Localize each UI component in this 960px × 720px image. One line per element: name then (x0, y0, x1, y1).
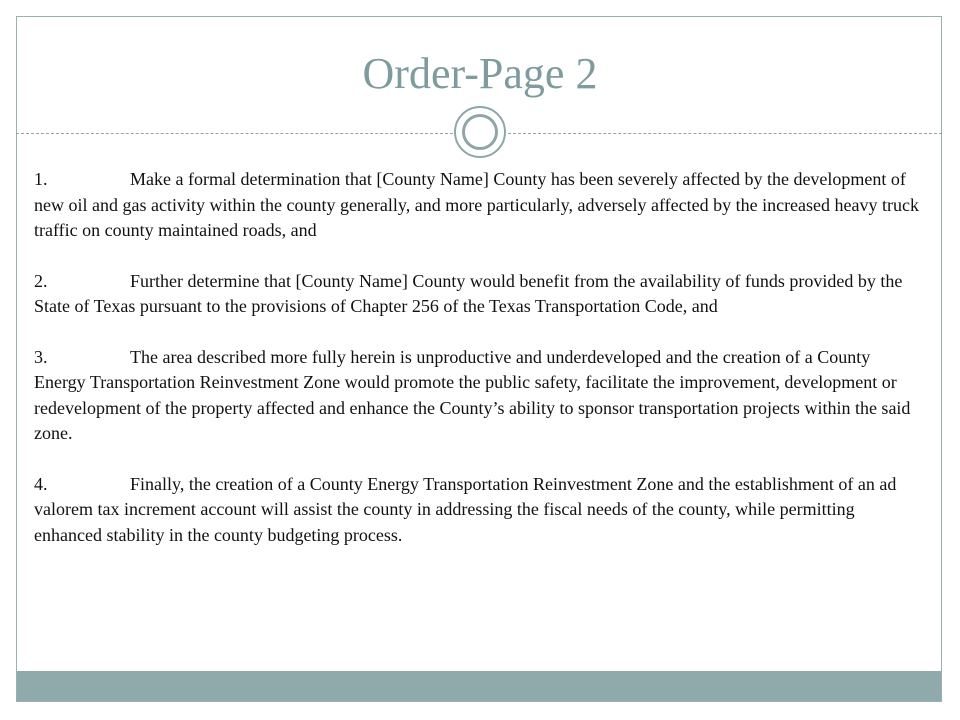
circle-ornament-inner (462, 114, 498, 150)
order-item-2 (34, 269, 924, 320)
order-item-text: Further determine that [County Name] County would benefit from the availability of funds provided by the State of Texas pursuant to the provisions of Chapter 256 of the Texas Transportation Code, and (34, 270, 903, 316)
order-body (34, 167, 924, 573)
order-item-3 (34, 345, 924, 447)
title-divider-right (508, 133, 942, 134)
circle-ornament-icon (454, 106, 506, 158)
title-divider-left (16, 133, 458, 134)
order-item-text: The area described more fully herein is unproductive and underdeveloped and the creation of a County Energy Transportation Reinvestment Zone would promote the public safety, facilitate the improvement, development or redevelopment of the property affected and enhance the County’s ability to sponsor transportation projects within the said zone. (34, 346, 911, 443)
order-item-number: 3. (34, 346, 48, 367)
slide-title: Order-Page 2 (362, 49, 598, 98)
order-item-4 (34, 472, 924, 549)
order-item-number: 1. (34, 169, 48, 189)
order-item-text: Make a formal determination that [County Name] County has been severely affected by the development of new oil and gas activity within the county generally, and more particularly, adversely affected by the increased heavy truck traffic on county maintained roads, and (34, 169, 919, 240)
order-item-text: Finally, the creation of a County Energy Transportation Reinvestment Zone and the establishment of an ad valorem tax increment account will assist the county in addressing the fiscal needs of the county, while permitting enhanced stability in the county budgeting process. (34, 473, 897, 545)
order-item-number: 4. (34, 473, 48, 494)
footer-bar (17, 671, 941, 701)
order-item-1 (34, 167, 924, 244)
order-item-number: 2. (34, 270, 48, 291)
